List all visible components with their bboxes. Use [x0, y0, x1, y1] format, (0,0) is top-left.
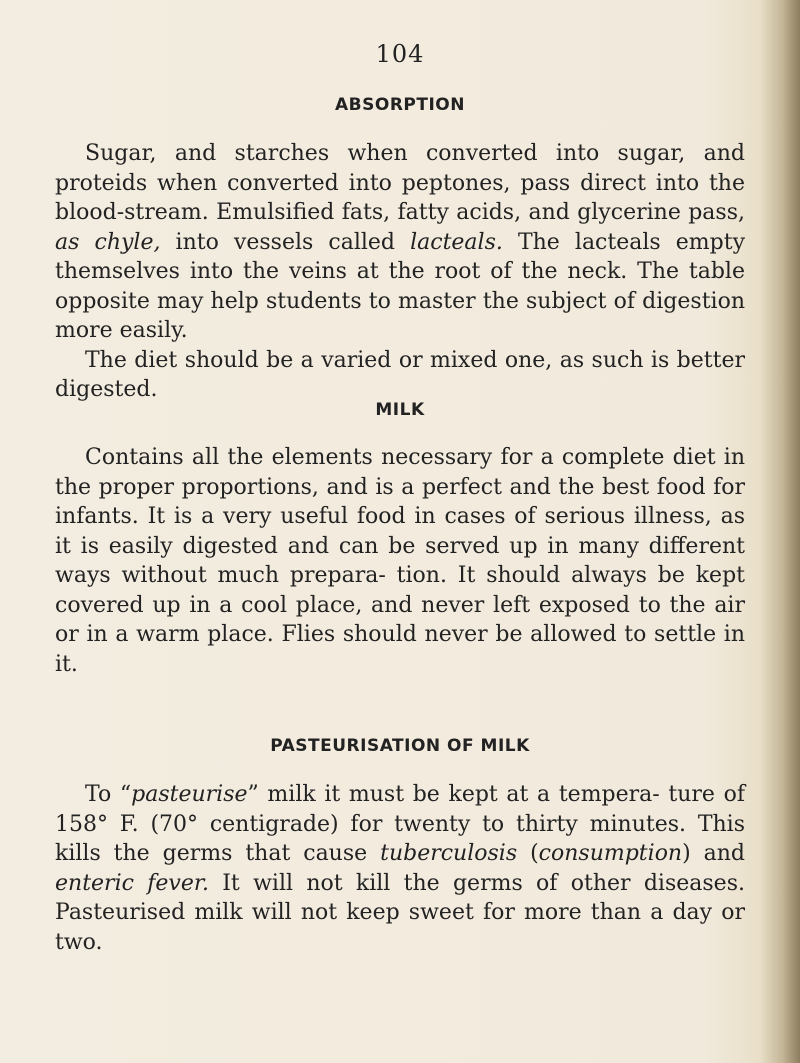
pasteurisation-text — [55, 780, 745, 957]
text-run: into vessels called — [160, 229, 411, 255]
heading-absorption: ABSORPTION — [335, 95, 465, 115]
heading-milk: MILK — [375, 400, 425, 420]
text-run: To “ — [85, 782, 132, 807]
milk-paragraph-1: Contains all the elements necessary for a complete diet in the proper proportions, and is a perfect and the best food for infants. It is a very useful food in cases of serious illness, as it is easily digested and can be served up in many different ways without much prepara- tion. It should always be kept covered up in a cool place, and never left exposed to the air or in a warm place. Flies should never be allowed to settle in it. — [55, 445, 745, 677]
text-run: ( — [517, 841, 539, 866]
italic-term-consumption: consumption — [538, 841, 683, 866]
milk-text — [55, 443, 745, 679]
text-run: ” milk it must be kept at a tempera- ture of 158° F. (70° centigrade) for twenty to thirty minutes. This kills the germs that cause — [55, 782, 745, 866]
italic-term-lacteals: lacteals. — [410, 229, 503, 255]
italic-term-chyle: as chyle, — [55, 229, 161, 255]
heading-pasteurisation: PASTEURISATION OF MILK — [270, 736, 530, 756]
absorption-text — [55, 139, 745, 405]
italic-term-tuberculosis: tuberculosis — [380, 841, 518, 866]
italic-term-pasteurise: pasteurise — [131, 782, 248, 807]
text-run: It will not kill the germs of other diseases. Pasteurised milk will not keep sweet for more than a day or two. — [55, 870, 745, 955]
italic-term-enteric-fever: enteric fever. — [55, 870, 209, 896]
text-run: Sugar, and starches when converted into sugar, and proteids when converted into peptones, pass direct into the blood-stream. Emulsified fats, fatty acids, and glycerine pass, — [55, 141, 745, 225]
page-edge-shadow — [760, 0, 800, 1063]
text-run: The lacteals empty themselves into the veins at the root of the neck. The table opposite may help students to master the subject of digestion more easily. — [55, 229, 746, 343]
absorption-paragraph-2: The diet should be a varied or mixed one, as such is better digested. — [55, 347, 745, 402]
pasteurisation-paragraph-1 — [55, 780, 745, 957]
page-number: 104 — [375, 40, 425, 68]
absorption-paragraph-1 — [55, 139, 745, 346]
text-run: ) and — [682, 841, 745, 866]
